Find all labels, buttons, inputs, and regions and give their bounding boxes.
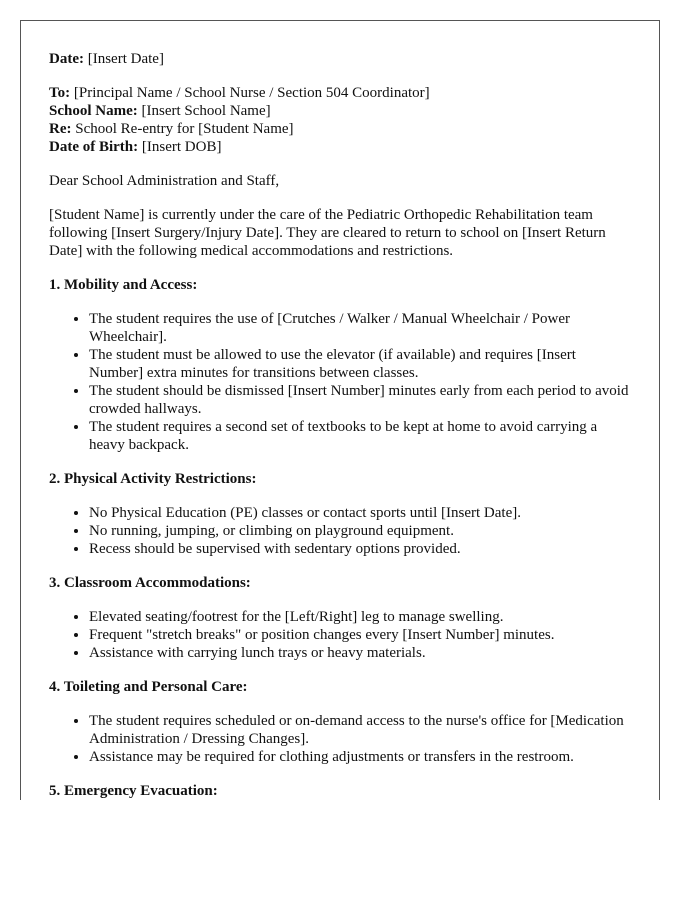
school-name-label: School Name: [49,103,138,119]
salutation: Dear School Administration and Staff, [49,173,280,189]
toileting-list [49,712,631,766]
dob-line [49,138,631,156]
section-heading-physical-activity: 2. Physical Activity Restrictions: [49,471,257,487]
list-item: • Elevated seating/footrest for the [Left/Right] leg to manage swelling. [89,608,631,626]
dob-value: [Insert DOB] [141,139,222,155]
physical-activity-list [49,504,631,558]
section-heading-emergency: 5. Emergency Evacuation: [49,783,218,799]
dob-label: Date of Birth: [49,139,139,155]
letter-header [49,84,631,156]
list-item: • The student requires the use of [Crutches / Walker / Manual Wheelchair / Power Wheelchair]. [89,310,631,346]
list-item: • The student requires a second set of textbooks to be kept at home to avoid carrying a heavy backpack. [89,418,631,454]
date-value: [Insert Date] [87,51,164,67]
list-item: • Assistance may be required for clothing adjustments or transfers in the restroom. [89,748,631,766]
date-line [49,50,631,68]
list-item: • The student requires scheduled or on-demand access to the nurse's office for [Medication Administration / Dressing Changes]. [89,712,631,748]
list-item: • No Physical Education (PE) classes or contact sports until [Insert Date]. [89,504,631,522]
to-line [49,84,631,102]
re-label: Re: [49,121,72,137]
section-heading-classroom: 3. Classroom Accommodations: [49,575,251,591]
date-label: Date: [49,51,84,67]
intro-paragraph: [Student Name] is currently under the care of the Pediatric Orthopedic Rehabilitation team following [Insert Surgery/Injury Date]. They are cleared to return to school on [Insert Return Date] with the following medical accommodations and restrictions. [49,207,606,259]
to-value: [Principal Name / School Nurse / Section 504 Coordinator] [73,85,430,101]
letter-page [20,20,660,800]
section-heading-toileting: 4. Toileting and Personal Care: [49,679,248,695]
letter-content [21,21,659,800]
list-item: • The student should be dismissed [Insert Number] minutes early from each period to avoid crowded hallways. [89,382,631,418]
list-item: • Frequent "stretch breaks" or position changes every [Insert Number] minutes. [89,626,631,644]
re-value: School Re-entry for [Student Name] [75,121,294,137]
list-item: • Recess should be supervised with sedentary options provided. [89,540,631,558]
school-name-line [49,102,631,120]
list-item: • The student must be allowed to use the elevator (if available) and requires [Insert Number] extra minutes for transitions between classes. [89,346,631,382]
classroom-list [49,608,631,662]
list-item: • No running, jumping, or climbing on playground equipment. [89,522,631,540]
school-name-value: [Insert School Name] [141,103,271,119]
to-label: To: [49,85,71,101]
list-item: • Assistance with carrying lunch trays or heavy materials. [89,644,631,662]
re-line [49,120,631,138]
mobility-list [49,310,631,454]
section-heading-mobility: 1. Mobility and Access: [49,277,198,293]
